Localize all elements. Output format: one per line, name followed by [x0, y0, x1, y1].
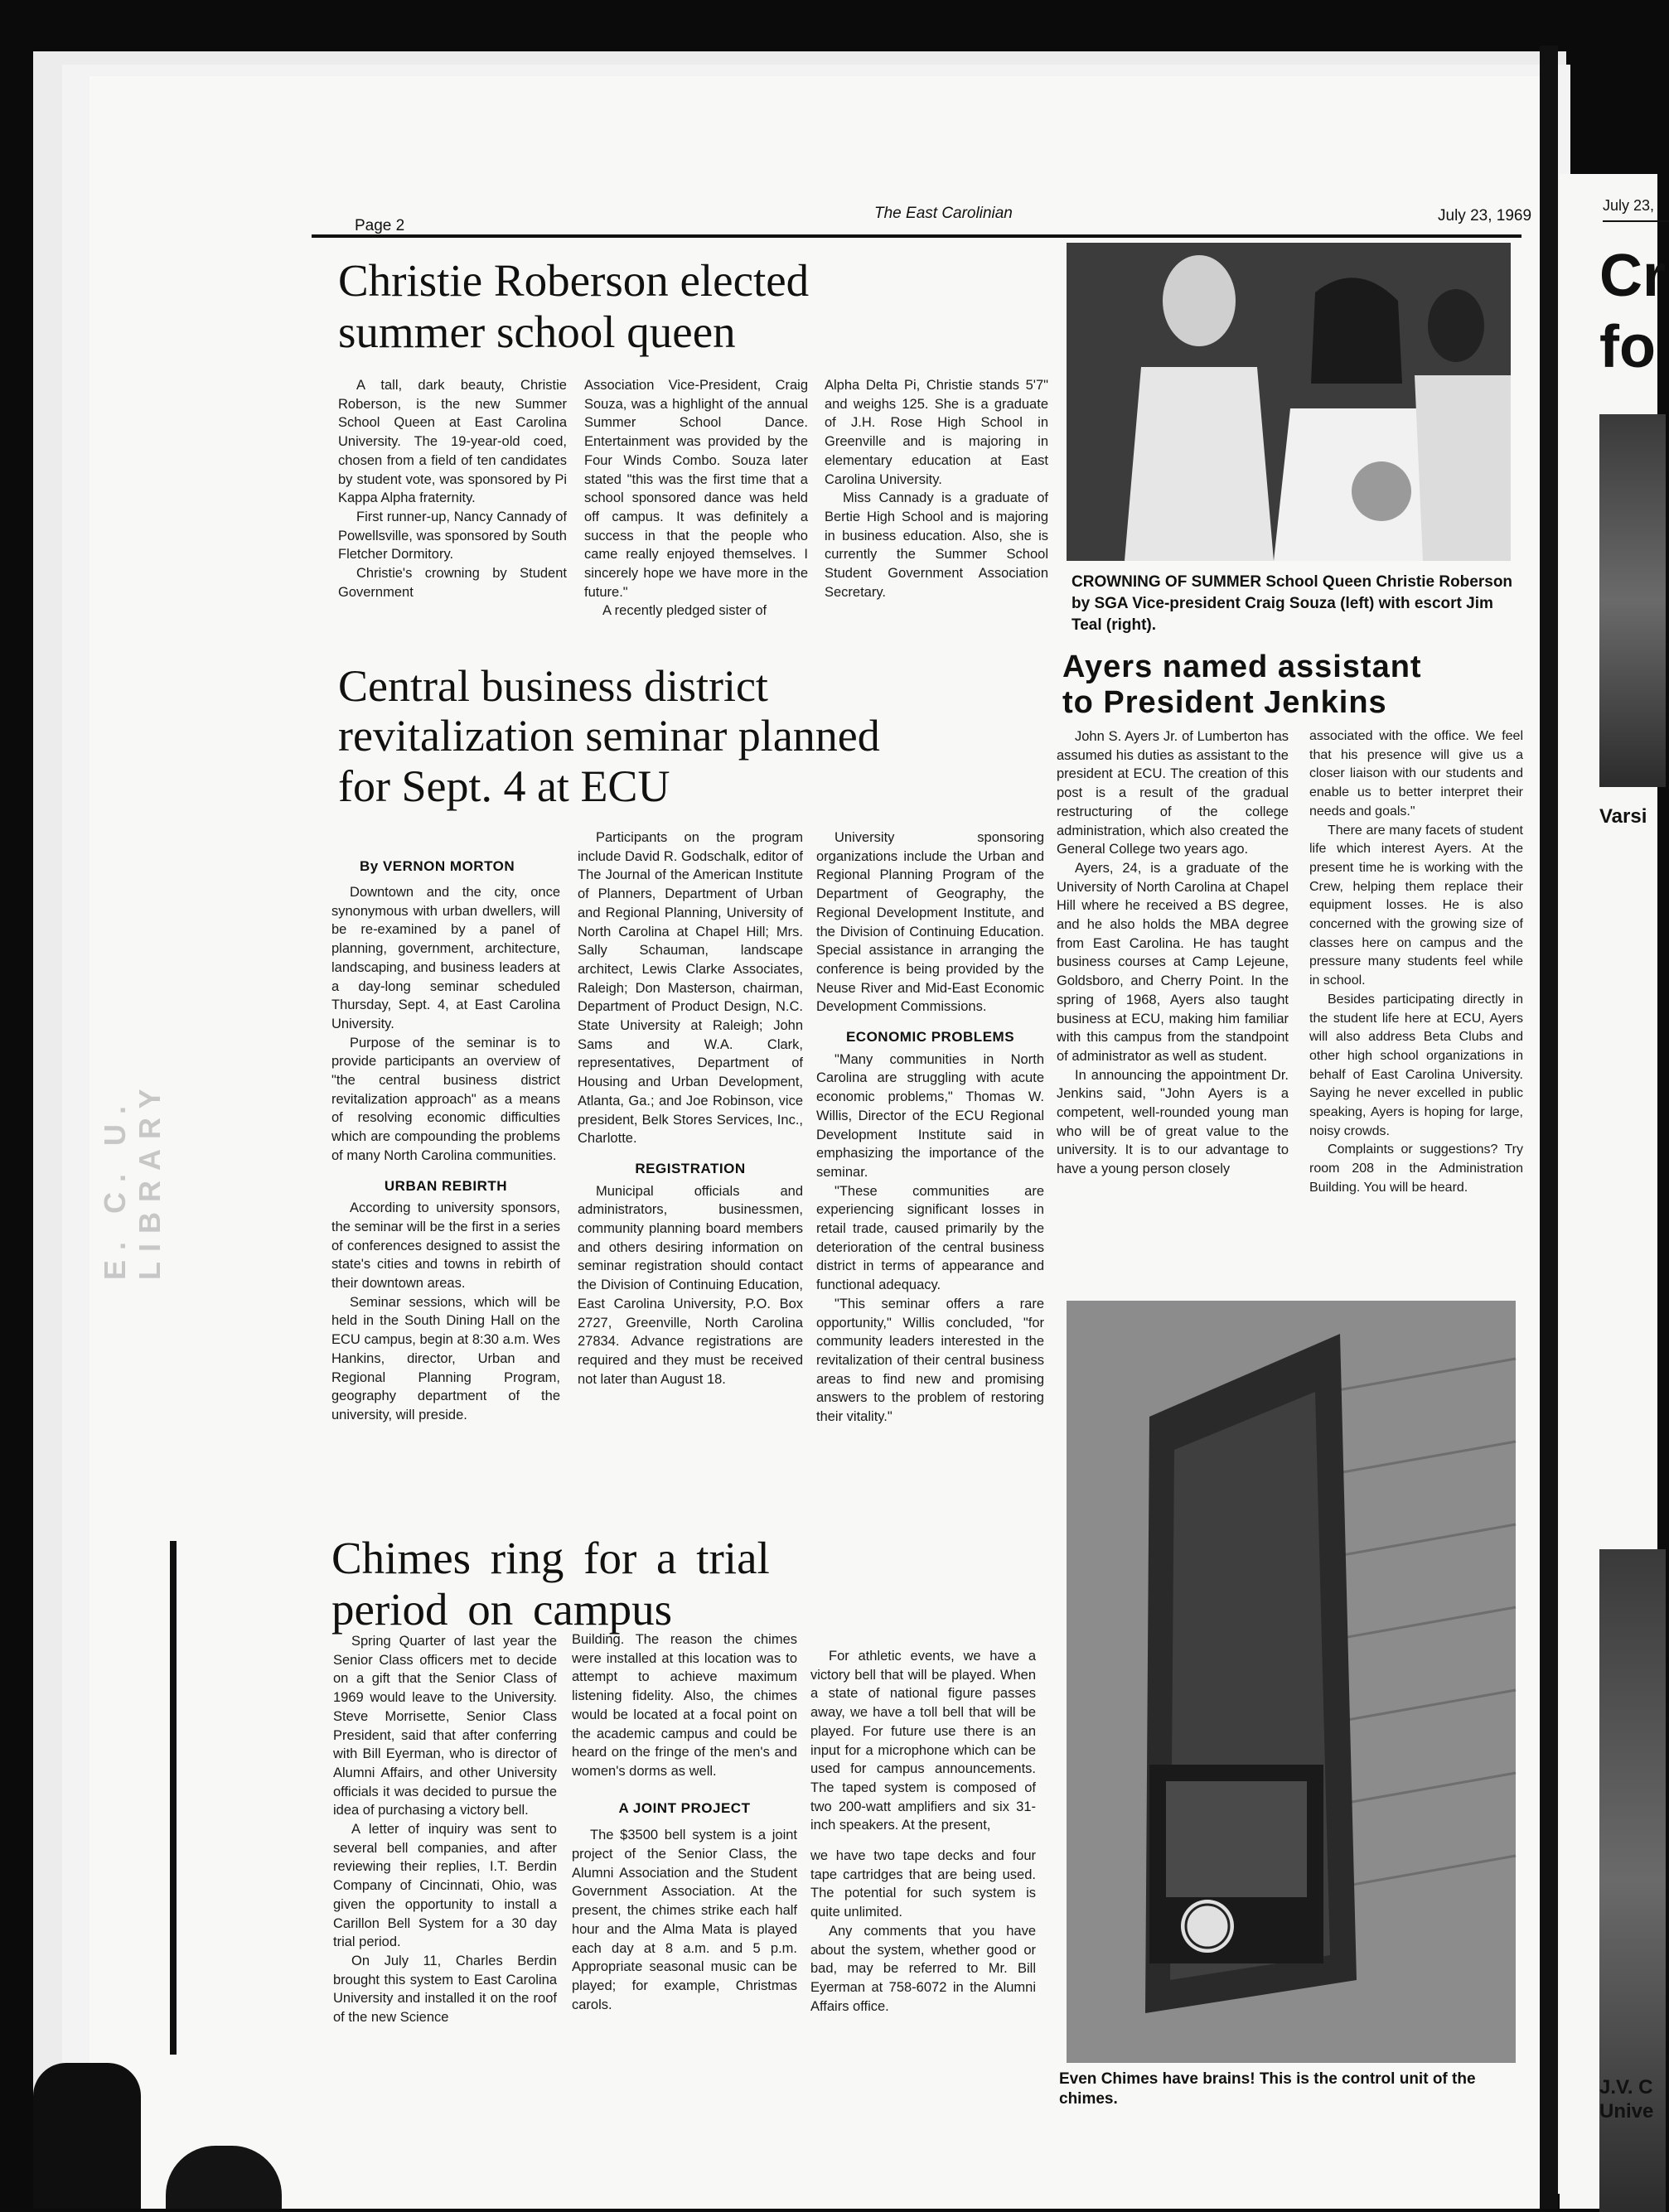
ayers-headline	[1062, 650, 1422, 720]
paragraph: There are many facets of student life which interest Ayers. At the present time he is working with the Crew, helping them replace their equipment losses. He is also concerned with the growing size of classes here on campus and the pressure many students feel while in school.	[1309, 823, 1523, 988]
adjacent-caption-fragment-2b: Unive	[1599, 2100, 1654, 2123]
thumb-shadow	[33, 2063, 141, 2209]
chimes-column-1	[333, 1632, 557, 2027]
paragraph: A tall, dark beauty, Christie Roberson, is the new Summer School Queen at East Carolina University. The 19-year-old coed, chosen from a field of ten candidates by student vote, was sponsored by Pi Kappa Alpha fraternity.	[338, 378, 567, 506]
library-stamp: E. C. U. LIBRARY	[98, 1079, 167, 1280]
chimes-photo-caption: Even Chimes have brains! This is the control unit of the chimes.	[1059, 2070, 1476, 2108]
adjacent-header-rule	[1603, 220, 1669, 222]
seminar-column-3	[816, 828, 1044, 1427]
headline-line: Ayers named assistant	[1062, 650, 1422, 684]
queen-photo	[1067, 243, 1511, 561]
headline-line: period on campus	[331, 1583, 673, 1635]
issue-date: July 23, 1969	[1438, 207, 1532, 225]
chimes-headline	[331, 1533, 770, 1635]
adjacent-page	[1560, 174, 1667, 2209]
adjacent-caption-fragment-2a: J.V. C	[1599, 2076, 1653, 2099]
header-rule	[312, 234, 1521, 238]
adjacent-photo	[1599, 414, 1666, 787]
paragraph: "Many communities in North Carolina are struggling with acute economic problems," Thomas W. Willis, Director of the ECU Regional Development Institute said in emphasizing the importance of the seminar.	[816, 1051, 1044, 1180]
paragraph: Association Vice-President, Craig Souza, was a highlight of the annual Summer School Dance. Entertainment was provided by the Four Winds Combo. Souza later stated "this was the first time that a school sponsored dance was held off campus. It was definitely a success in that the people who came really enjoyed themselves. I sincerely hope we have more in the future."	[584, 378, 808, 600]
paragraph: Municipal officials and administrators, businessmen, community planning board members and others desiring information on seminar registration should contact the Division of Continuing Education, East Carolina University, P.O. Box 2727, Greenville, North Carolina 27834. Advance registrations are required and they must be received not later than August 18.	[578, 1183, 803, 1387]
paragraph: we have two tape decks and four tape cartridges that are being used. The potential for such system is quite unlimited.	[810, 1848, 1036, 1920]
paragraph: On July 11, Charles Berdin brought this system to East Carolina University and installed it on the roof of the new Science	[333, 1953, 557, 2026]
adjacent-caption-fragment: Varsi	[1599, 805, 1647, 828]
paragraph: Complaints or suggestions? Try room 208 in the Administration Building. You will be heard.	[1309, 1142, 1523, 1195]
chimes-column-2	[572, 1630, 797, 2014]
adjacent-page-date: July 23,	[1603, 197, 1655, 214]
queen-column-2	[584, 376, 808, 621]
paragraph: The $3500 bell system is a joint project of the Senior Class, the Alumni Association and the Student Government Association. At the present, the chimes strike each half hour and the Alma Mata is played each day at 8 a.m. and 5 p.m. Appropriate seasonal music can be played; for example, Christmas carols.	[572, 1828, 797, 2012]
paragraph: Downtown and the city, once synonymous with urban dwellers, will be re-examined by a panel of planning, government, architecture, landscaping, and business leaders at a day-long seminar scheduled Thursday, Sept. 4, at East Carolina University.	[331, 885, 560, 1031]
paragraph: Participants on the program include David R. Godschalk, editor of The Journal of the American Institute of Planners, Department of Urban and Regional Planning, University of North Carolina at Chapel Hill; Mrs. Sally Schauman, landscape architect, Lewis Clarke Associates, Raleigh; Don Masterson, chairman, Department of Product Design, N.C. State University at Raleigh; John Sams and W.A. Clark, representatives, Department of Housing and Urban Development, Atlanta, Ga.; and Joe Robinson, vice president, Belk Stores Services, Inc., Charlotte.	[578, 830, 803, 1147]
seminar-headline	[338, 661, 880, 811]
subhead-urban-rebirth: URBAN REBIRTH	[384, 1177, 508, 1194]
subhead-joint-project: A JOINT PROJECT	[618, 1799, 751, 1816]
paragraph: A recently pledged sister of	[602, 603, 767, 619]
paragraph: Purpose of the seminar is to provide participants an overview of "the central business district revitalization approach" as a means of resolving economic difficulties which are compounding the problems of many North Carolina communities.	[331, 1035, 560, 1163]
queen-headline	[338, 255, 809, 357]
adjacent-headline-fragment: Cr	[1599, 243, 1667, 309]
queen-column-1	[338, 376, 567, 601]
seminar-column-2	[578, 828, 803, 1389]
paragraph: A letter of inquiry was sent to several bell companies, and after reviewing their replies, I.T. Berdin Company of Cincinnati, Ohio, was given the opportunity to install a Carillon Bell System for a 30 day trial period.	[333, 1822, 557, 1950]
page-number: Page 2	[355, 217, 405, 234]
binding-edge	[170, 1541, 177, 2055]
paragraph: associated with the office. We feel that his presence will give us a closer liaison with our students and enable us to better interpret their needs and goals."	[1309, 729, 1523, 819]
paragraph: Spring Quarter of last year the Senior Class officers met to decide on a gift that the Senior Class of 1969 would leave to the University. Steve Morrisette, Senior Class President, said that after conferring with Bill Eyerman, who is director of Alumni Affairs, and other University officials it was decided to pursue the idea of purchasing a victory bell.	[333, 1634, 557, 1818]
queen-photo-caption: CROWNING OF SUMMER School Queen Christie Roberson by SGA Vice-president Craig Souza (left) with escort Jim Teal (right).	[1072, 573, 1513, 634]
headline-line: Christie Roberson elected	[338, 255, 810, 306]
subhead-registration: REGISTRATION	[635, 1160, 746, 1176]
paragraph: First runner-up, Nancy Cannady of Powellsville, was sponsored by South Fletcher Dormitory.	[338, 509, 567, 563]
headline-line: revitalization seminar planned	[338, 711, 880, 761]
adjacent-headline-fragment-2: fo	[1599, 314, 1656, 380]
chimes-photo	[1067, 1301, 1516, 2063]
page-gutter	[1540, 46, 1558, 2209]
paper-name: The East Carolinian	[874, 205, 1013, 222]
paragraph: Ayers, 24, is a graduate of the University of North Carolina at Chapel Hill where he received a BS degree, and he also holds the MBA degree from East Carolina. He has taught business courses at Camp Lejeune, Goldsboro, and Cherry Point. In the spring of 1968, Ayers also taught business at ECU, making him familiar with this campus from the standpoint of administrator as well as student.	[1057, 860, 1289, 1064]
seminar-byline: By VERNON MORTON	[360, 858, 515, 874]
subhead-economic-problems: ECONOMIC PROBLEMS	[845, 1029, 1015, 1046]
paragraph: In announcing the appointment Dr. Jenkins said, "John Ayers is a competent, well-rounded young man who will be of great value to the university. It is to our advantage to have a young person closely	[1057, 1067, 1289, 1177]
paragraph: Any comments that you have about the system, whether good or bad, may be referred to Mr. Bill Eyerman at 758-6072 in the Alumni Affairs office.	[810, 1923, 1036, 2014]
headline-line: for Sept. 4 at ECU	[338, 761, 670, 811]
paragraph: Besides participating directly in the student life here at ECU, Ayers will also address Beta Clubs and other high school organizations in behalf of East Carolina University. Saying he never excelled in public speaking, Ayers is hoping for large, noisy crowds.	[1309, 992, 1523, 1138]
ayers-column-2	[1309, 727, 1523, 1198]
headline-line: to President Jenkins	[1062, 684, 1387, 720]
paragraph: John S. Ayers Jr. of Lumberton has assumed his duties as assistant to the president at ECU. The creation of this post is a result of the gradual restructuring of the college administration, which also created the General College two years ago.	[1057, 729, 1289, 857]
paragraph: Alpha Delta Pi, Christie stands 5'7" and weighs 125. She is a graduate of J.H. Rose High School in Greenville and is majoring in elementary education at East Carolina University.	[825, 378, 1048, 487]
paragraph: Miss Cannady is a graduate of Bertie High School and is majoring in business education. Also, she is currently the Summer School Student Government Association Secretary.	[825, 490, 1048, 600]
paragraph: "This seminar offers a rare opportunity," Willis concluded, "for community leaders interested in the revitalization of their central business areas to find new and promising answers to the problem of restoring their vitality."	[816, 1296, 1044, 1425]
headline-line: Chimes ring for a trial	[331, 1533, 770, 1583]
paragraph: Building. The reason the chimes were installed at this location was to attempt to achieve maximum listening fidelity. Also, the chimes would be located at a focal point on the academic campus and could be heard on the fringe of the men's and women's dorms as well.	[572, 1632, 797, 1779]
paragraph: Seminar sessions, which will be held in the South Dining Hall on the ECU campus, begin at 8:30 a.m. Wes Hankins, director, Urban and Regional Planning Program, geography department of the university, will preside.	[331, 1294, 560, 1422]
paragraph: Christie's crowning by Student Government	[338, 566, 567, 600]
ayers-column-1	[1057, 727, 1289, 1179]
queen-column-3	[825, 376, 1048, 601]
paragraph: According to university sponsors, the seminar will be the first in a series of conferences designed to assist the state's cities and towns in rebirth of their downtown areas.	[331, 1200, 560, 1292]
paragraph: University sponsoring organizations include the Urban and Regional Planning Program of the Department of Geography, the Regional Development Institute, and the Division of Continuing Education. Special assistance in arranging the conference is being provided by the Neuse River and Mid-East Economic Development Commissions.	[816, 830, 1044, 1015]
seminar-column-1	[331, 883, 560, 1425]
paragraph: "These communities are experiencing significant losses in retail trade, caused primarily by the deterioration of the central business district in terms of appearance and functional adequacy.	[816, 1183, 1044, 1293]
headline-line: Central business district	[338, 661, 768, 711]
headline-line: summer school queen	[338, 306, 736, 357]
chimes-column-3	[810, 1647, 1036, 2016]
paragraph: For athletic events, we have a victory bell that will be played. When a state of national figure passes away, we have a toll bell that will be played. For future use there is an input for a microphone which can be used for campus announcements. The taped system is composed of two 200-watt amplifiers and six 31-inch speakers. At the present,	[810, 1649, 1036, 1833]
